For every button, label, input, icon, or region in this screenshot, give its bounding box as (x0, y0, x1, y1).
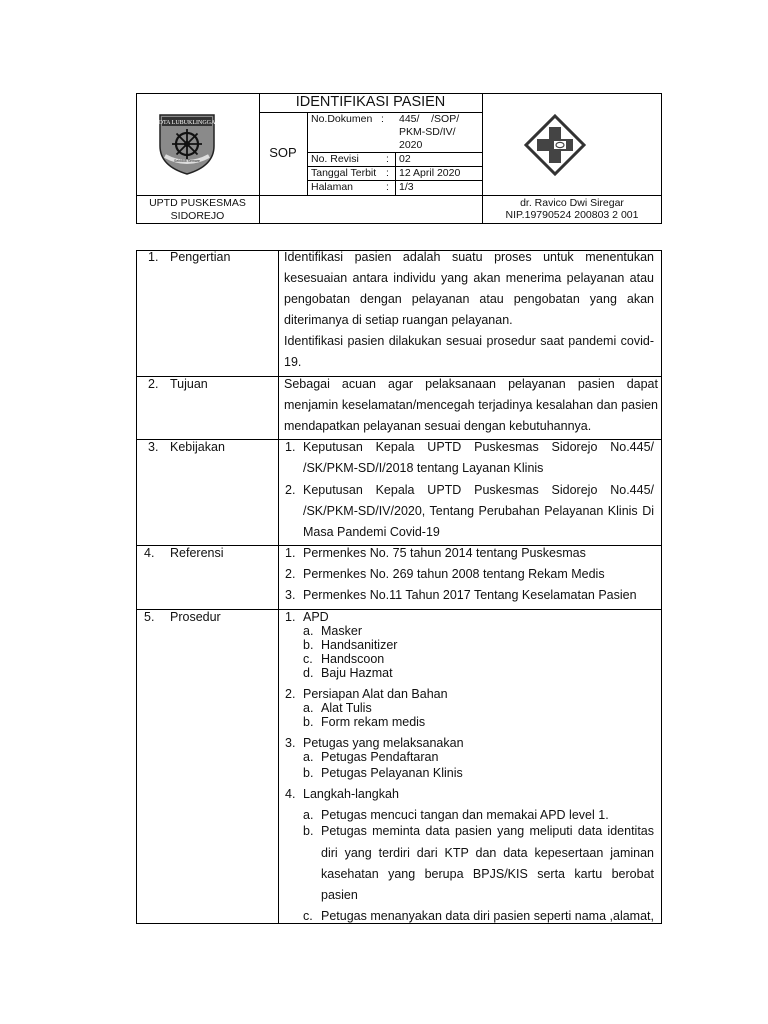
prosedur-sub-letter: b. (303, 638, 314, 652)
langkah-letter: b. (303, 824, 314, 838)
prosedur-group-title: APD (303, 610, 329, 624)
kebijakan-item-line: Keputusan Kepala UPTD Puskesmas Sidorejo No.445/ (303, 483, 654, 497)
prosedur-group-number: 1. (285, 610, 296, 624)
prosedur-sub-letter: b. (303, 715, 314, 729)
field-sep-halaman: : (386, 181, 389, 193)
prosedur-group-title: Langkah-langkah (303, 787, 399, 801)
pengertian-line: Identifikasi pasien dilakukan sesuai prosedur saat pandemi covid- (284, 334, 654, 348)
prosedur-sub-letter: b. (303, 766, 314, 780)
content-table (136, 250, 662, 924)
langkah-line: Petugas mencuci tangan dan memakai APD level 1. (321, 808, 609, 822)
kebijakan-item-line: Keputusan Kepala UPTD Puskesmas Sidorejo No.445/ (303, 440, 654, 454)
kebijakan-item-number: 1. (285, 440, 296, 454)
langkah-letter: c. (303, 909, 313, 923)
referensi-item-number: 2. (285, 567, 296, 581)
prosedur-group-number: 2. (285, 687, 296, 701)
referensi-item-number: 3. (285, 588, 296, 602)
sop-label: SOP (269, 145, 297, 160)
pengertian-line: 19. (284, 355, 302, 369)
langkah-letter: a. (303, 808, 314, 822)
referensi-item: Permenkes No. 75 tahun 2014 tentang Puskesmas (303, 546, 586, 560)
field-label-no-dokumen: No.Dokumen (311, 113, 373, 125)
section-label-prosedur: Prosedur (170, 610, 221, 624)
tujuan-line: Sebagai acuan agar pelaksanaan pelayanan pasien dapat (284, 377, 658, 391)
langkah-line: pasien (321, 888, 358, 902)
prosedur-group-title: Petugas yang melaksanakan (303, 736, 464, 750)
langkah-line: diri yang terdiri dari KTP dan data kepesertaan jaminan (321, 846, 654, 860)
tujuan-line: mendapatkan pelayanan sesuai dengan kebutuhannya. (284, 419, 592, 433)
right-footer-line-2: NIP.19790524 200803 2 001 (505, 209, 639, 221)
prosedur-group-title: Persiapan Alat dan Bahan (303, 687, 448, 701)
section-number: 2. (148, 377, 159, 391)
section-number: 4. (144, 546, 155, 560)
prosedur-sub-letter: d. (303, 666, 314, 680)
field-label-tanggal-terbit: Tanggal Terbit (311, 167, 377, 179)
prosedur-sub-letter: a. (303, 624, 314, 638)
section-label-pengertian: Pengertian (170, 250, 231, 264)
section-label-tujuan: Tujuan (170, 377, 208, 391)
referensi-item-number: 1. (285, 546, 296, 560)
prosedur-sub-item: Alat Tulis (321, 701, 372, 715)
field-value-no-dokumen-3: 2020 (399, 139, 423, 151)
referensi-item: Permenkes No. 269 tahun 2008 tentang Rekam Medis (303, 567, 605, 581)
field-value-tanggal-terbit: 12 April 2020 (399, 167, 461, 179)
prosedur-group-number: 3. (285, 736, 296, 750)
prosedur-group-number: 4. (285, 787, 296, 801)
logo-motto: Sebiduk Semare (174, 159, 200, 163)
prosedur-sub-item: Baju Hazmat (321, 666, 393, 680)
kebijakan-item-line: /SK/PKM-SD/I/2018 tentang Layanan Klinis (303, 461, 544, 475)
section-label-referensi: Referensi (170, 546, 224, 560)
pengertian-line: diterimanya di setiap ruangan pelayanan. (284, 313, 513, 327)
prosedur-sub-item: Handsanitizer (321, 638, 398, 652)
kebijakan-item-line: /SK/PKM-SD/IV/2020, Tentang Perubahan Pelayanan Klinis Di (303, 504, 654, 518)
prosedur-sub-item: Petugas Pelayanan Klinis (321, 766, 463, 780)
right-footer-line-1: dr. Ravico Dwi Siregar (520, 197, 624, 209)
left-footer-line-2: SIDOREJO (170, 210, 225, 222)
prosedur-sub-letter: c. (303, 652, 313, 666)
prosedur-sub-item: Petugas Pendaftaran (321, 750, 439, 764)
document-title: IDENTIFIKASI PASIEN (295, 94, 446, 110)
field-sep-no-dokumen: : (381, 113, 384, 125)
field-sep-no-revisi: : (386, 153, 389, 165)
prosedur-sub-item: Masker (321, 624, 362, 638)
pengertian-line: kesesuaian antara individu yang akan menerima pelayanan atau (284, 271, 654, 285)
field-value-no-dokumen-1: 445/ /SOP/ (399, 113, 460, 125)
langkah-line: Petugas meminta data pasien yang meliputi data identitas (321, 824, 654, 838)
field-value-halaman: 1/3 (399, 181, 414, 193)
section-number: 3. (148, 440, 159, 454)
pengertian-line: Identifikasi pasien adalah suatu proses untuk menentukan (284, 250, 654, 264)
left-footer-line-1: UPTD PUSKESMAS (149, 197, 246, 209)
pengertian-line: pengobatan dengan pelayanan atau pengobatan yang akan (284, 292, 654, 306)
section-label-kebijakan: Kebijakan (170, 440, 225, 454)
puskesmas-logo (524, 114, 586, 176)
prosedur-sub-letter: a. (303, 750, 314, 764)
prosedur-sub-letter: a. (303, 701, 314, 715)
prosedur-sub-item: Form rekam medis (321, 715, 426, 729)
referensi-item: Permenkes No.11 Tahun 2017 Tentang Keselamatan Pasien (303, 588, 637, 602)
langkah-line: Petugas menanyakan data diri pasien seperti nama ,alamat, (321, 909, 654, 923)
city-logo (157, 112, 217, 176)
kebijakan-item-number: 2. (285, 483, 296, 497)
field-value-no-revisi: 02 (399, 153, 411, 165)
section-number: 1. (148, 250, 159, 264)
field-value-no-dokumen-2: PKM-SD/IV/ (399, 126, 456, 138)
tujuan-line: menjamin keselamatan/mencegah terjadinya kesalahan dan pasien (284, 398, 658, 412)
field-label-no-revisi: No. Revisi (311, 153, 359, 165)
field-label-halaman: Halaman (311, 181, 354, 193)
langkah-line: kasehatan yang berupa BPJS/KIS serta kartu berobat (321, 867, 654, 881)
field-sep-tanggal-terbit: : (386, 167, 389, 179)
section-number: 5. (144, 610, 155, 624)
prosedur-sub-item: Handscoon (321, 652, 385, 666)
logo-city-text: KOTA LUBUKLINGGAU (157, 120, 217, 126)
kebijakan-item-line: Masa Pandemi Covid-19 (303, 525, 440, 539)
